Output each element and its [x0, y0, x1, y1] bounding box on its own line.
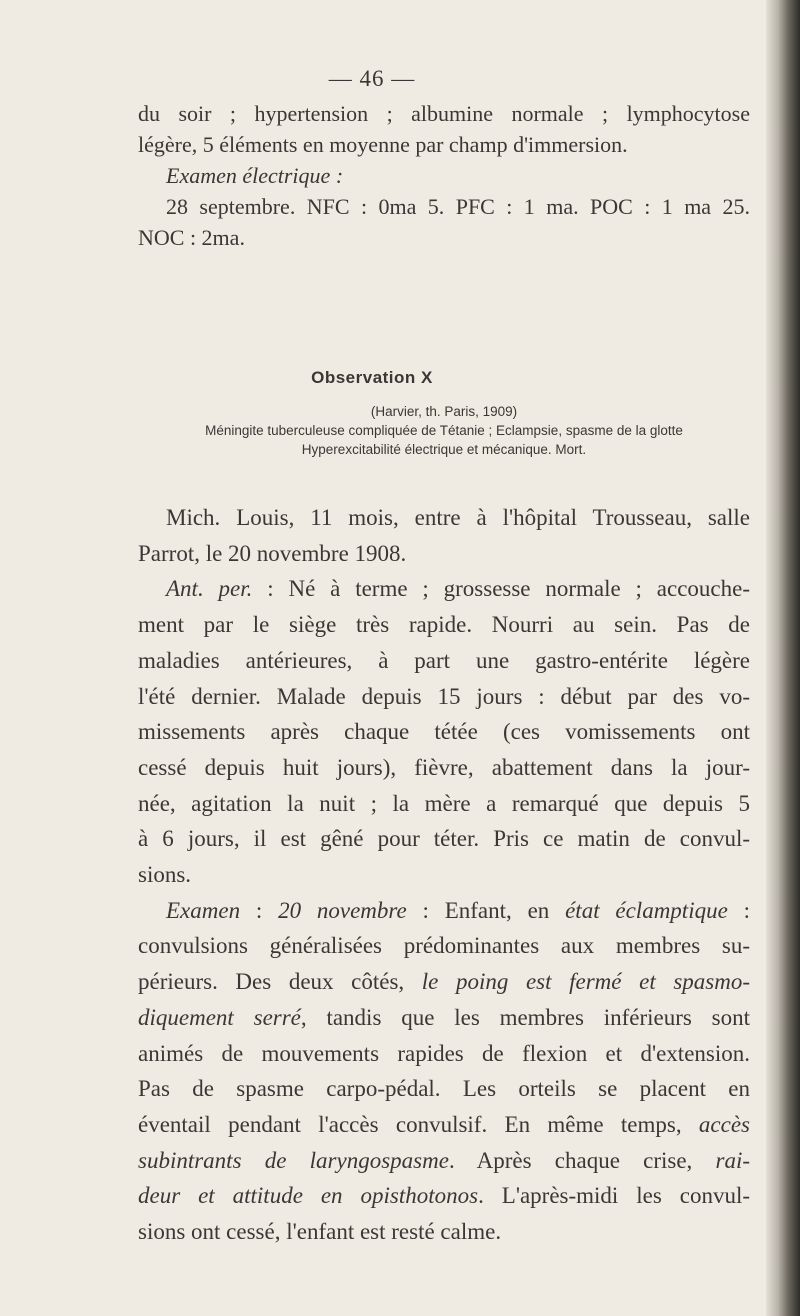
page-spine-shadow	[766, 0, 800, 1316]
text-line: du soir ; hypertension ; albumine normale ; lymphocytose	[138, 101, 750, 126]
text-line: née, agitation la nuit ; la mère a remarqué que depuis 5	[138, 790, 750, 816]
observation-title: Observation X	[311, 368, 433, 387]
page-number: — 46 —	[328, 66, 416, 91]
text-line-acces: éventail pendant l'accès convulsif. En même temps, accès	[138, 1111, 750, 1137]
text-line: missements après chaque tétée (ces vomissements ont	[138, 719, 750, 745]
text-line: Mich. Louis, 11 mois, entre à l'hôpital Trousseau, salle	[166, 505, 750, 530]
text-line: 28 septembre. NFC : 0ma 5. PFC : 1 ma. POC : 1 ma 25.	[166, 194, 750, 219]
text-line: animés de mouvements rapides de flexion et d'extension.	[138, 1040, 750, 1066]
section-heading-examen-electrique: Examen électrique :	[166, 163, 344, 188]
text-line: à 6 jours, il est gêné pour téter. Pris ce matin de convul-	[138, 826, 750, 852]
text-line-opisthotonos: deur et attitude en opisthotonos. L'après-midi les convul-	[138, 1183, 751, 1209]
text-line-laryngospasme: subintrants de laryngospasme. Après chaque crise, rai-	[138, 1147, 751, 1173]
text-line: NOC : 2ma.	[138, 225, 245, 250]
observation-meta	[138, 402, 750, 459]
text-line: maladies antérieures, à part une gastro-entérite légère	[138, 647, 750, 673]
text-line: sions ont cessé, l'enfant est resté calme.	[138, 1219, 502, 1245]
continued-text-block	[138, 98, 750, 253]
text-line-antecedents: Ant. per. : Né à terme ; grossesse normale ; accouche-	[166, 576, 750, 602]
text-line: ment par le siège très rapide. Nourri au sein. Pas de	[138, 612, 750, 638]
text-line: convulsions généralisées prédominantes aux membres su-	[138, 933, 750, 959]
text-line: sions.	[138, 862, 192, 888]
observation-body	[138, 500, 750, 1250]
observation-diagnosis: Méningite tuberculeuse compliquée de Tétanie ; Eclampsie, spasme de la glotte	[205, 423, 683, 438]
observation-diagnosis-cont: Hyperexcitabilité électrique et mécanique. Mort.	[301, 442, 587, 457]
text-line-examen: Examen : 20 novembre : Enfant, en état éclamptique :	[166, 897, 750, 923]
text-line-serre: diquement serré, tandis que les membres inférieurs sont	[138, 1004, 750, 1030]
text-line: Pas de spasme carpo-pédal. Les orteils se placent en	[138, 1076, 750, 1102]
text-line: légère, 5 éléments en moyenne par champ d'immersion.	[138, 132, 628, 157]
text-line: Parrot, le 20 novembre 1908.	[138, 540, 407, 566]
observation-source: (Harvier, th. Paris, 1909)	[370, 404, 518, 419]
text-line: cessé depuis huit jours), fièvre, abattement dans la jour-	[138, 754, 750, 780]
text-line-poing: périeurs. Des deux côtés, le poing est fermé et spasmo-	[138, 969, 750, 995]
text-line: l'été dernier. Malade depuis 15 jours : début par des vo-	[138, 683, 750, 709]
